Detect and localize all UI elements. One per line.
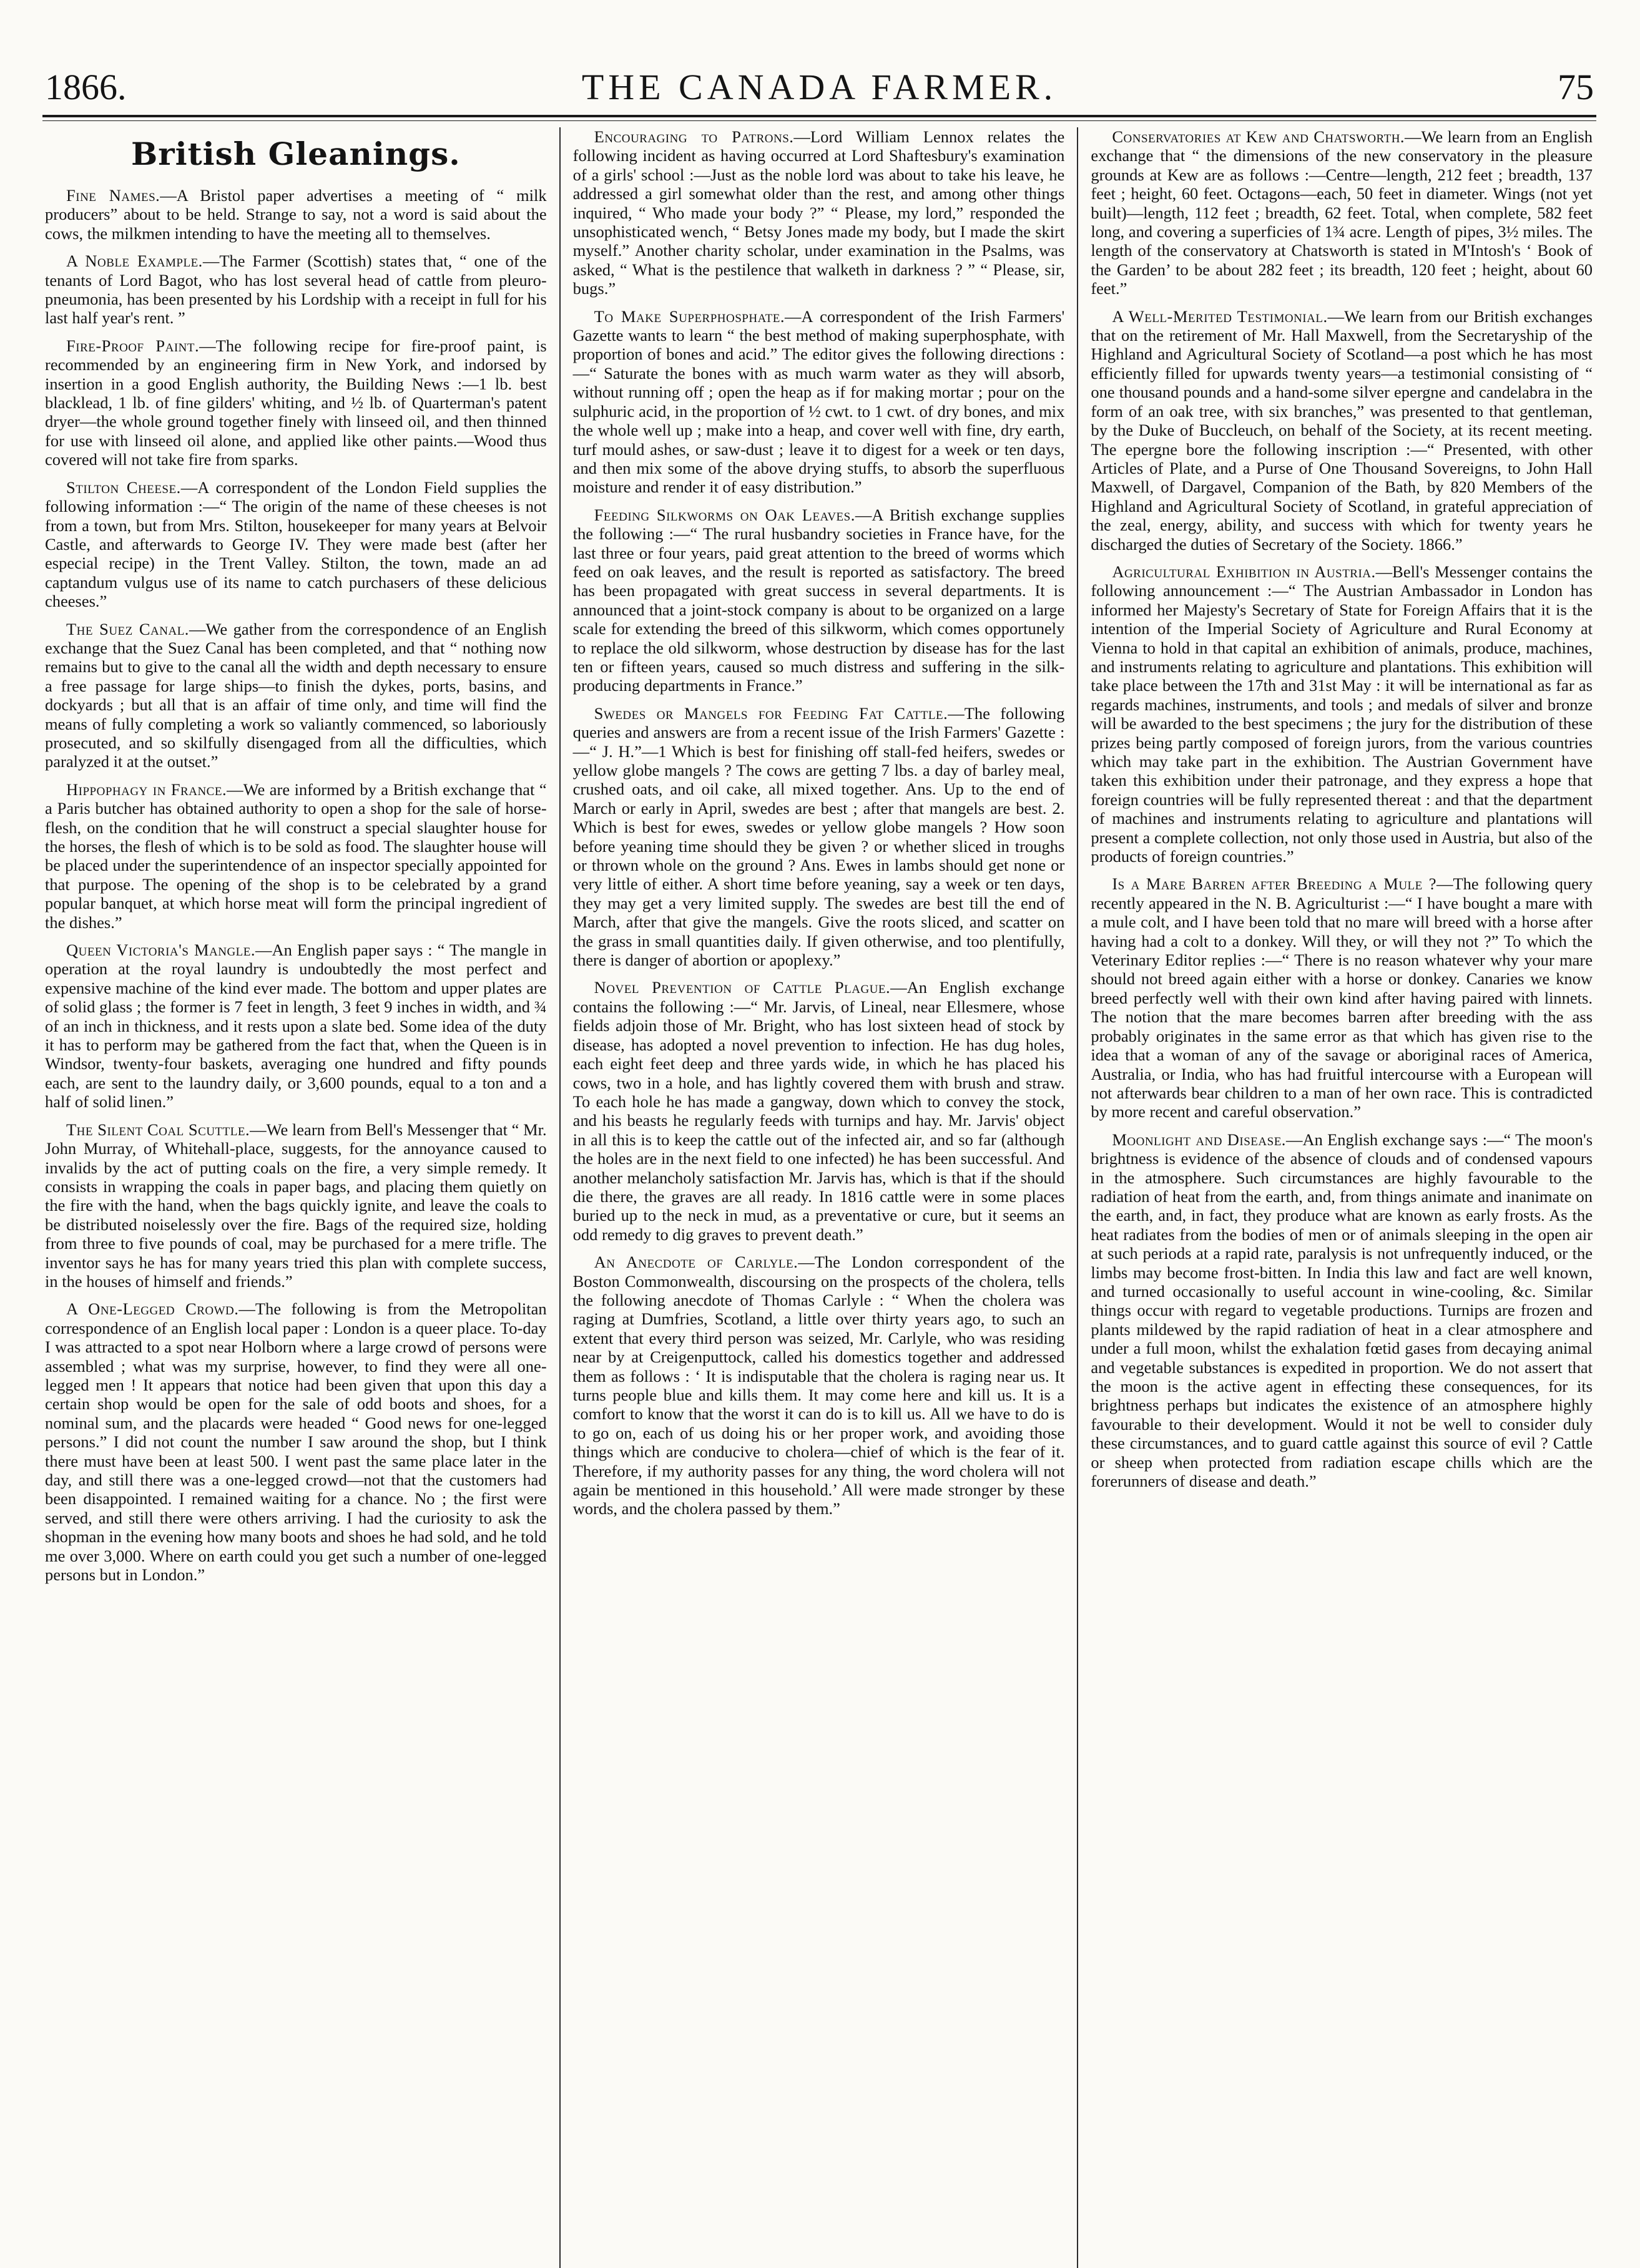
article [45, 780, 547, 932]
article [45, 1120, 547, 1291]
masthead-rule [42, 115, 1596, 121]
article-text: —We learn from our British exchanges that on the retirement of Mr. Hall Maxwell, from the Secretaryship of the Highland and Agricultural Society of Scotland—a post which he has most efficiently filled for upwards twenty years—a testimonial consisting of “ one thousand pounds and a hand-some silver epergne and candelabra in the form of an oak tree, with six branches,” was presented to that gentleman, by the Duke of Buccleuch, on behalf of the Society, at its recent meeting. The epergne bore the following inscription :—“ Presented, with other Articles of Plate, and a Purse of One Thousand Sovereigns, to John Hall Maxwell, of Dargavel, Companion of the Bath, by 820 Members of the Highland and Agricultural Society of Scotland, in grateful appreciation of the zeal, energy, ability, and success with which for twenty years he discharged the duties of Secretary of the Society. 1866.” [1091, 306, 1593, 554]
article-text: —A British exchange supplies the following :—“ The rural husbandry societies in France have, for the last three or four years, paid great attention to the breed of worms which feed on oak leaves, and the result is reported as satisfactory. The breed has been propagated with great success in several departments. It is announced that a joint-stock company is about to be organized on a large scale for extending the breed of this silkworm, which comes opportunely to replace the old silkworm, whose destruction by disease has for the last ten or fifteen years, caused so much distress and suffering in the silk-producing departments in France.” [572, 505, 1065, 695]
article-text: —The London correspondent of the Boston Commonwealth, discoursing on the prospects of the cholera, tells the following anecdote of Thomas Carlyle : “ When the cholera was raging at Dumfries, Scotland, a little over thirty years ago, to such an extent that every third person was seized, Mr. Carlyle, who was residing near by at Creigenputtock, called his domestics together and addressed them as follows : ‘ It is indisputable that the cholera is raging near us. It turns people blue and kills them. It may come here and kill us. It is a comfort to know that the worst it can do is to kill us. All we have to do is to go on, each of us doing his or her proper work, and avoiding those things which are conducive to cholera—chief of which is the fear of it. Therefore, if my authority passes for any thing, the word cholera will not again be mentioned in this household.’ All were made stronger by these words, and the cholera passed by them.” [572, 1253, 1065, 1518]
article-text: —We gather from the correspondence of an English exchange that the Suez Canal has been completed, and that “ nothing now remains but to give to the canal all the width and depth necessary to ensure a free passage for large ships—to finish the dykes, ports, basins, and dockyards ; but all that is an affair of time only, and time will find the means of fully completing a work so valiantly commenced, so laboriously prosecuted, and so skilfully disengaged from all the difficulties, which paralyzed it at the outset.” [45, 619, 547, 771]
article-text: —A correspondent of the London Field supplies the following information :—“ The origin of the name of these cheeses is not from a town, but from Mrs. Stilton, housekeeper for many years at Belvoir Castle, and afterwards to George IV. They were made best (after her especial recipe) in the Trent Valley. Stilton, the town, made an ad captandum vulgus use of its name to catch purchasers of these delicious cheeses.” [45, 477, 547, 611]
article [1091, 127, 1593, 298]
article-heading: Moonlight and Disease. [1112, 1130, 1286, 1149]
article-heading: An Anecdote of Carlyle. [594, 1253, 798, 1272]
article [45, 186, 547, 243]
article-text: —An English exchange contains the following :—“ Mr. Jarvis, of Lineal, near Ellesmere, whose fields adjoin those of Mr. Bright, who has lost sixteen head of stock by disease, has adopted a novel prevention to infection. He has dug holes, each eight feet deep and three yards wide, in which he has placed his cows, two in a hole, and has lightly covered them with brush and straw. To each hole he has made a gangway, down which to convey the stock, and his beasts he regularly feeds with turnips and hay. Mr. Jarvis' object in all this is to keep the cattle out of the infected air, and so far (although the holes are in the next field to one infected) he has been successful. And another melancholy satisfaction Mr. Jarvis has, which is that if the should die there, the graves are all ready. In 1816 cattle were in some places buried up to the neck in mud, as a preventative or cure, but it seems an odd remedy to dig graves to prevent death.” [572, 978, 1065, 1244]
article-heading: A One-Legged Crowd. [66, 1299, 239, 1319]
article-columns [42, 127, 1596, 2268]
article [573, 127, 1065, 298]
column-3 [1078, 127, 1596, 2268]
article-text: —A correspondent of the Irish Farmers' Gazette wants to learn “ the best method of making superphosphate, with proportion of bones and acid.” The editor gives the following directions :—“ Saturate the bones with as much warm water as they will absorb, without running off ; open the heap as if for making mortar ; pour on the sulphuric acid, in the proportion of ½ cwt. to 1 cwt. of dry bones, and mix the whole well up ; make into a heap, and cover well with fine, dry earth, turf mould ashes, or saw-dust ; leave it to digest for a week or ten days, and then mix some of the above drying stuffs, to absorb the superfluous moisture and render it of easy distribution.” [572, 306, 1065, 497]
article-heading: Agricultural Exhibition in Austria. [1112, 562, 1376, 581]
article-heading: Queen Victoria's Mangle. [66, 941, 256, 960]
article-text: —An English paper says : “ The mangle in operation at the royal laundry is undoubtedly the most perfect and expensive machine of the kind ever made. The bottom and upper plates are of solid glass ; the former is 7 feet in length, 3 feet 9 inches in width, and ¾ of an inch in thickness, and it rests upon a slate bed. Some idea of the duty it has to perform may be gathered from the fact that, when the Queen is in Windsor, twenty-four baskets, averaging one hundred and fifty pounds each, are sent to the laundry daily, or 3,600 pounds, equal to a ton and a half of solid linen.” [45, 941, 547, 1112]
article-text: —We learn from Bell's Messenger that “ Mr. John Murray, of Whitehall-place, suggests, for the annoyance caused to invalids by the act of putting coals on the fire, a very simple remedy. It consists in wrapping the coals in paper bags, and placing them quietly on the fire with the hand, when the bags quickly ignite, and leave the coals to be distributed noiselessly over the fire. Bags of the required size, holding from three to five pounds of coal, may be purchased for a mere trifle. The inventor says he has for many years tried this plan with complete success, in the houses of himself and friends.” [45, 1120, 547, 1291]
article-heading: Stilton Cheese. [66, 477, 181, 497]
article-text: —Lord William Lennox relates the following incident as having occurred at Lord Shaftesbury's examination of a girls' school :—Just as the noble lord was about to take his leave, he addressed a girl somewhat older than the rest, and among other things inquired, “ Who made your body ?” “ Please, my lord,” responded the unsophisticated wench, “ Betsy Jones made my body, but I made the skirt myself.” Another charity scholar, under examination in the Psalms, was asked, “ What is the pestilence that walketh in darkness ? ” “ Please, sir, bugs.” [572, 127, 1065, 298]
article-heading: Novel Prevention of Cattle Plague. [594, 978, 891, 997]
article [45, 478, 547, 611]
article [45, 252, 547, 328]
article [573, 1253, 1065, 1518]
masthead-title: THE CANADA FARMER. [581, 67, 1058, 107]
article-heading: Swedes or Mangels for Feeding Fat Cattle. [594, 703, 948, 723]
article-text: —An English exchange says :—“ The moon's brightness is evidence of the absence of clouds and of condensed vapours in the atmosphere. Such circumstances are highly favourable to the radiation of heat from the earth, and, from things animate and inanimate on the earth, and, in fact, they produce what are known as early frosts. As the heat radiates from the bodies of men or of animals sleeping in the open air at such periods at a rapid rate, paralysis is not unfrequently induced, or the limbs may become frost-bitten. In India this law and fact are well known, and turned occasionally to useful account in wine-cooling, &c. Similar things occur with regard to vegetable productions. Turnips are frozen and plants mildewed by the rapid radiation of heat in a clear atmosphere and under a full moon, whilst the exhalation fœtid gases from decaying animal and vegetable substances is expedited in proportion. We do not assert that the moon is the active agent in effecting these consequences, for its brightness perhaps but indicates the existence of an atmosphere highly favourable to their development. Would it not be well to consider duly these circumstances, and to guard cattle against this source of evil ? Cattle or sheep when protected from radiation escape chills which are the forerunners of disease and death.” [1091, 1130, 1593, 1491]
article-text: —We learn from an English exchange that “ the dimensions of the new conservatory in the pleasure grounds at Kew are as follows :—Centre—length, 212 feet ; breadth, 137 feet ; height, 60 feet. Octagons—each, 50 feet in diameter. Wings (not yet built)—length, 112 feet ; breadth, 62 feet. Total, when complete, 582 feet long, and covering a superficies of 1¾ acre. Length of pipes, 3½ miles. The length of the conservatory at Chatsworth is stated in M'Intosh's ‘ Book of the Garden’ to be about 282 feet ; its breadth, 120 feet ; height, about 60 feet.” [1091, 127, 1593, 298]
article-heading: Feeding Silkworms on Oak Leaves. [594, 505, 855, 524]
article-heading: A Well-Merited Testimonial. [1112, 306, 1328, 326]
article [45, 1299, 547, 1584]
article-text: —The following queries and answers are from a recent issue of the Irish Farmers' Gazette :—“ J. H.”—1 Which is best for finishing off stall-fed heifers, swedes or yellow globe mangels ? The cows are getting 7 lbs. a day of barley meal, crushed oats, and oil cake, all mixed together. Ans. Up to the end of March or early in April, swedes are best ; after that mangels are best. 2. Which is best for ewes, swedes or yellow globe mangels ? How soon before yeaning time should they be given ? or whether sliced in troughs or thrown whole on the ground ? Ans. Ewes in lambs should get none or very little of either. A short time before yeaning, say a week or ten days, they may get a very limited supply. The swedes are best till the end of March, after that give the mangels. Give the roots sliced, and scatter on the grass in small quantities daily. If given otherwise, and too plentifully, there is danger of abortion or apoplexy.” [572, 703, 1065, 970]
article-heading: Fire-Proof Paint. [66, 336, 200, 355]
masthead-year: 1866. [45, 67, 127, 107]
article-heading: Fine Names. [66, 186, 160, 205]
article-heading: A Noble Example. [66, 252, 203, 271]
article [45, 941, 547, 1112]
article-heading: Encouraging to Patrons. [594, 127, 794, 146]
article [573, 978, 1065, 1244]
column-2 [561, 127, 1079, 2268]
article [45, 336, 547, 469]
article [1091, 874, 1593, 1121]
article [573, 307, 1065, 497]
article [573, 704, 1065, 970]
article-heading: The Silent Coal Scuttle. [66, 1120, 250, 1139]
article-text: —The following is from the Metropolitan correspondence of an English local paper : London is a queer place. To-day I was attracted to a spot near Holborn where a large crowd of persons were assembled ; what was my surprise, however, to find they were all one-legged men ! It appears that notice had been given that upon this day a certain shop would be open for the sale of odd boots and shoes, for a nominal sum, and the placards were headed “ Good news for one-legged persons.” I did not count the number I saw around the shop, but I think there must have been at least 500. I went past the same place later in the day, and still there was a one-legged crowd—not that the customers had been disappointed. I remained waiting for a chance. No ; the first were served, and still there were others arriving. I had the curiosity to ask the shopman in the evening how many boots and shoes he had sold, and he told me over 3,000. Where on earth could you get such a number of one-legged persons but in London.” [45, 1299, 547, 1585]
article-heading: Conservatories at Kew and Chatsworth. [1112, 127, 1405, 146]
masthead [42, 67, 1596, 107]
article-text: —The following recipe for fire-proof paint, is recommended by an engineering firm in New York, and indorsed by insertion in a good English authority, the Building News :—1 lb. best blacklead, 1 lb. of fine gilders' whiting, and ½ lb. of Quarterman's patent dryer—the whole ground together finely with linseed oil, and then thinned for use with linseed oil alone, and applied like other paints.—Wood thus covered will not take fire from sparks. [45, 336, 547, 469]
column-1 [42, 127, 561, 2268]
article [1091, 307, 1593, 554]
article-text: —The Farmer (Scottish) states that, “ one of the tenants of Lord Bagot, who has lost several head of cattle from pleuro-pneumonia, has been presented by his Lordship with a receipt in full for his last half year's rent. ” [45, 252, 547, 328]
article [45, 620, 547, 771]
article [1091, 562, 1593, 866]
article-heading: To Make Superphosphate. [594, 306, 785, 326]
article-heading: The Suez Canal. [66, 619, 189, 638]
article [1091, 1130, 1593, 1491]
article [573, 506, 1065, 695]
article-text: —We are informed by a British exchange that “ a Paris butcher has obtained authority to open a shop for the sale of horse-flesh, on the condition that he will construct a special slaughter house for the horses, the flesh of which is to be sold as food. The slaughter house will be placed under the superintendence of an inspector specially appointed for that purpose. The opening of the shop is to be celebrated by a grand popular banquet, at which horse meat will form the principal ingredient of the dishes.” [45, 780, 547, 932]
section-heading: British Gleanings. [130, 135, 461, 172]
article-text: —The following query recently appeared in the N. B. Agriculturist :—“ I have bought a mare with a mule colt, and I have been told that no mare will breed with a horse after having had a colt to a donkey. Will they, or will they not ?” To which the Veterinary Editor replies :—“ There is no reason whatever why your mare should not breed again either with a horse or donkey. Canaries we know breed perfectly well with their own kind after having paired with linnets. The notion that the mare becomes barren after breeding with the ass probably originates in the same error as that which has given rise to the idea that a woman of any of the savage or aboriginal races of America, Australia, or India, who has had fruitful intercourse with a European will not afterwards bear children to a man of her own race. This is contradicted by more recent and careful observation.” [1091, 874, 1593, 1122]
article-text: —Bell's Messenger contains the following announcement :—“ The Austrian Ambassador in London has informed her Majesty's Secretary of State for Foreign Affairs that it is the intention of the Imperial Society of Agriculture and Rural Economy at Vienna to hold in that capital an exhibition of animals, produce, machines, and instruments relating to agriculture and plantations. This exhibition will take place between the 17th and 31st May : it will be international as far as regards machines, instruments, and tools ; and medals of silver and bronze will be awarded to the best specimens ; the jury for the distribution of these prizes being partly composed of foreign jurors, from the various countries which may take part in the exhibition. The Austrian Government have taken this exhibition under their patronage, and they express a hope that foreign countries will be fully represented thereat : and that the department of machines and instruments relating to agriculture and plantations will present a complete collection, not only those used in Austria, but also of the products of foreign countries.” [1091, 562, 1593, 866]
article-heading: Is a Mare Barren after Breeding a Mule ? [1112, 874, 1436, 894]
article-heading: Hippophagy in France. [66, 780, 227, 799]
masthead-page-number: 75 [1558, 67, 1594, 107]
article-text: —A Bristol paper advertises a meeting of “ milk producers” about to be held. Strange to say, not a word is said about the cows, the milkmen intending to have the meeting all to themselves. [45, 186, 547, 243]
